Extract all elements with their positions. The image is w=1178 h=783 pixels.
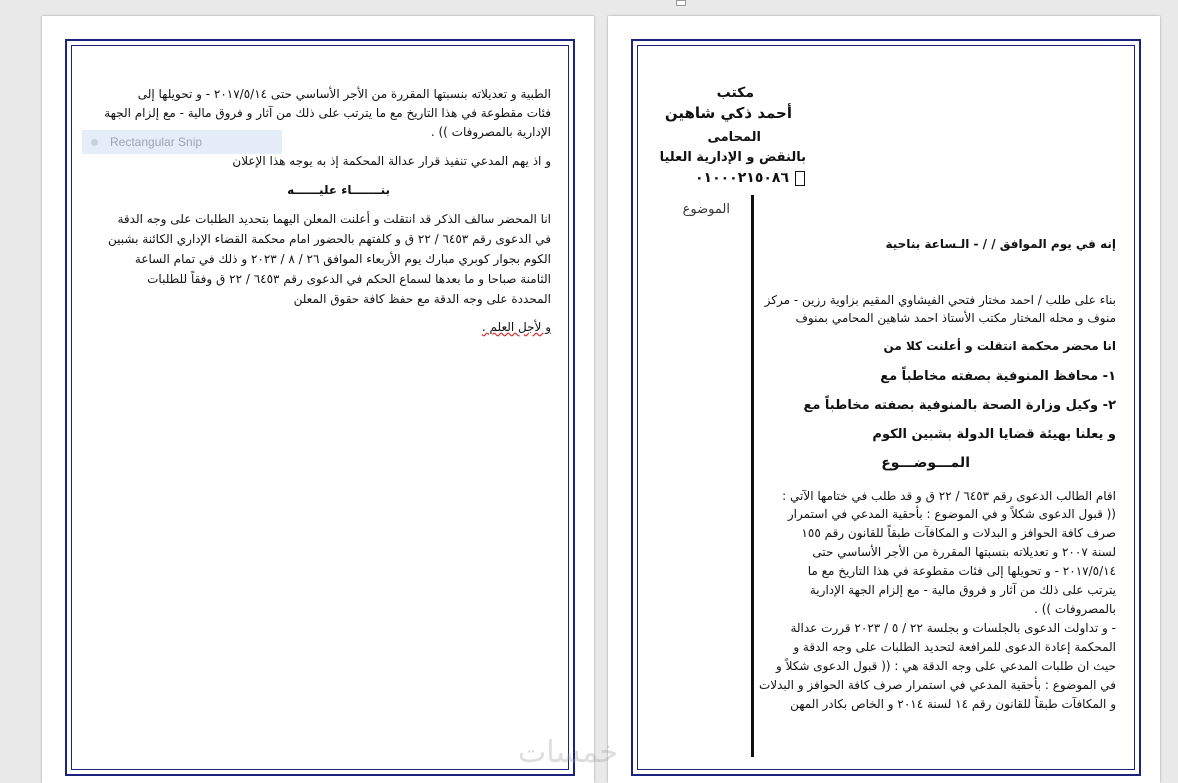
- body-line-4: لسنة ٢٠٠٧ و تعديلاته بنسبتها المقررة من الأجر الأساسي حتى: [812, 545, 1116, 559]
- body-line-10: حيث ان طلبات المدعي على وجه الدقة هي : (( قبول الدعوى شكلاً و: [776, 659, 1116, 673]
- left-line-7: في الدعوى رقم ٦٤٥٣ / ٢٢ ق و كلفتهم بالحضور امام محكمة القضاء الإداري الكائنة بشبين: [108, 232, 551, 246]
- party-2: ٢- وكيل وزارة الصحة بالمنوفية بصفته مخاطباً مع: [803, 398, 1116, 413]
- body-line-6: يترتب على ذلك من آثار و فروق مالية - مع إلزام الجهة الإدارية: [809, 583, 1116, 597]
- body-line-11: في الموضوع : بأحقية المدعي في استمرار صرف كافة الحوافز و البدلات: [758, 678, 1116, 692]
- snip-icon: [91, 139, 98, 146]
- date-line: إنه في يوم الموافق / / - الـساعة بناحية: [885, 237, 1116, 251]
- watermark: خمسات: [518, 735, 619, 770]
- party-1: ١- محافظ المنوفية بصفته مخاطباً مع: [880, 369, 1116, 384]
- body-line-8: - و تداولت الدعوى بالجلسات و بجلسة ٢٢ / ٥ / ٢٠٢٣ قررت عدالة: [790, 621, 1116, 635]
- notify-line: و يعلنا بهيئة قضايا الدولة بشبين الكوم: [872, 427, 1116, 442]
- left-heading-based-on: بنـــــــاء عليــــــه: [287, 183, 390, 197]
- closing-text: و لأجل العلم .: [481, 320, 551, 334]
- ruler-marker: [676, 0, 686, 6]
- body-line-2: (( قبول الدعوى شكلاً و في الموضوع : بأحقية المدعي في استمرار: [787, 507, 1116, 521]
- left-closing: [482, 318, 551, 337]
- left-line-10: المحددة على وجه الدقة مع حفظ كافة حقوق المعلن: [293, 292, 551, 306]
- snip-label: Rectangular Snip: [110, 135, 203, 149]
- phone-line: [695, 169, 805, 188]
- court-line: بالنقض و الإدارية العليا: [659, 150, 806, 165]
- left-line-2: فئات مقطوعة في هذا التاريخ مع ما يترتب على ذلك من آثار و فروق مالية - مع إلزام الجهة: [104, 106, 551, 120]
- left-line-3: الإدارية بالمصروفات )) .: [430, 125, 551, 139]
- lawyer-title: المحامى: [707, 130, 761, 145]
- body-line-3: صرف كافة الحوافز و البدلات و المكافآت طبقاً للقانون رقم ١٥٥: [801, 526, 1116, 540]
- phone-number: ٠١٠٠٠٢١٥٠٨٦: [695, 170, 789, 186]
- subject-tag: الموضوع: [682, 202, 730, 217]
- left-line-4: و اذ يهم المدعي تنفيذ قرار عدالة المحكمة إذ به يوجه هذا الإعلان: [232, 154, 551, 168]
- request-line-1: بناء على طلب / احمد مختار فتحي الفيشاوي المقيم بزاوية رزين - مركز: [764, 293, 1116, 307]
- body-line-5: ٢٠١٧/٥/١٤ - و تحويلها إلى فئات مقطوعة في هذا التاريخ مع ما: [807, 564, 1116, 578]
- office-line: مكتب: [716, 85, 754, 101]
- announcer-line: انا محضر محكمة انتقلت و أعلنت كلا من: [883, 339, 1116, 353]
- phone-icon: [795, 171, 805, 186]
- left-line-1: الطبية و تعديلاته بنسبتها المقررة من الأجر الأساسي حتى ٢٠١٧/٥/١٤ - و تحويلها إلى: [137, 87, 551, 101]
- rectangular-snip-overlay[interactable]: [82, 130, 282, 154]
- left-line-8: الكوم بجوار كوبري مبارك يوم الأربعاء الموافق ٢٦ / ٨ / ٢٠٢٣ و ذلك في تمام الساعة: [134, 252, 551, 266]
- lawyer-name: أحمد ذكي شاهين: [664, 104, 792, 122]
- subject-heading: المـــوضـــوع: [881, 455, 970, 471]
- request-line-2: منوف و محله المختار مكتب الأستاذ احمد شاهين المحامي بمنوف: [795, 311, 1116, 325]
- body-line-12: و المكافآت طبقاً للقانون رقم ١٤ لسنة ٢٠١٤ و الخاص بكادر المهن: [790, 697, 1116, 711]
- left-line-9: الثامنة صباحا و ما بعدها لسماع الحكم في الدعوى رقم ٦٤٥٣ / ٢٢ ق وفقاً للطلبات: [147, 272, 551, 286]
- body-line-7: بالمصروفات )) .: [1034, 602, 1116, 616]
- left-line-6: انا المحضر سالف الذكر قد انتقلت و أعلنت المعلن اليهما بتحديد الطلبات على وجه الدقة: [117, 212, 551, 226]
- vertical-rule: [751, 195, 754, 757]
- body-line-1: اقام الطالب الدعوى رقم ٦٤٥٣ / ٢٢ ق و قد طلب في ختامها الآتي :: [782, 489, 1116, 503]
- body-line-9: المحكمة إعادة الدعوى للمرافعة لتحديد الطلبات على وجه الدقة و: [793, 640, 1116, 654]
